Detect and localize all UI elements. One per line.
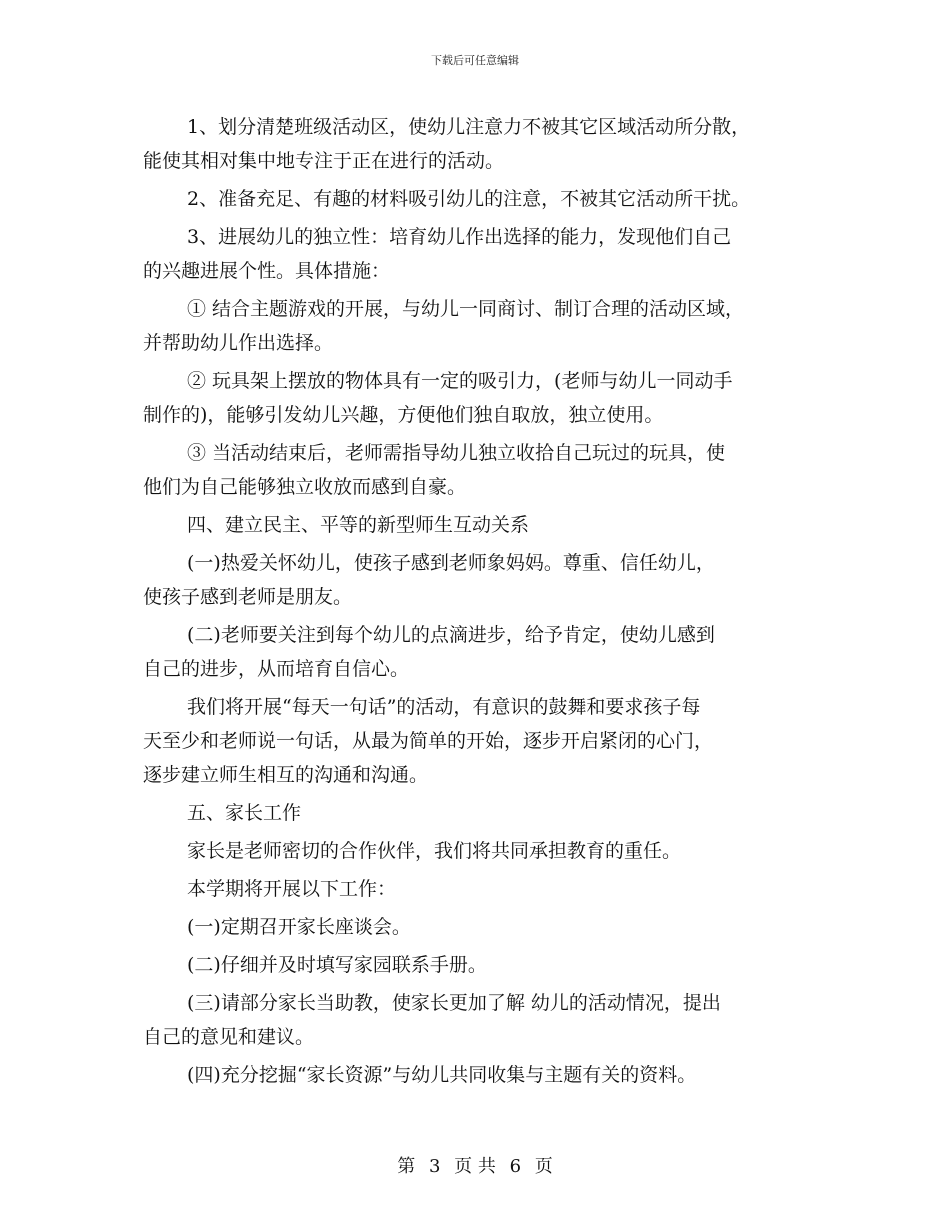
paragraph-line: 制作的)，能够引发幼儿兴趣，方便他们独自取放，独立使用。 — [143, 404, 664, 426]
paragraph-line: ② 玩具架上摆放的物体具有一定的吸引力，(老师与幼儿一同动手 — [187, 370, 733, 392]
paragraph-line: 并帮助幼儿作出选择。 — [143, 332, 334, 354]
paragraph — [143, 546, 823, 614]
paragraph-line: 使孩子感到老师是朋友。 — [143, 586, 353, 608]
paragraph — [143, 182, 823, 216]
paragraph-line: 1、划分清楚班级活动区，使幼儿注意力不被其它区域活动所分散， — [187, 116, 751, 138]
paragraph-line: 能使其相对集中地专注于正在进行的活动。 — [143, 150, 505, 172]
paragraph-line: (一)热爱关怀幼儿，使孩子感到老师象妈妈。尊重、信任幼儿， — [187, 552, 715, 574]
paragraph — [143, 872, 823, 906]
footer-current-page: 3 — [428, 1156, 441, 1177]
footer-total-pages: 6 — [509, 1156, 522, 1177]
page-header-note: 下载后可任意编辑 — [431, 54, 519, 67]
paragraph-line: 3、进展幼儿的独立性：培育幼儿作出选择的能力，发现他们自己 — [187, 226, 732, 248]
paragraph-line: 家长是老师密切的合作伙伴，我们将共同承担教育的重任。 — [187, 840, 682, 862]
paragraph — [143, 220, 823, 288]
paragraph — [143, 690, 823, 792]
paragraph — [143, 948, 823, 982]
footer-prefix: 第 — [397, 1156, 416, 1177]
paragraph-line: 本学期将开展以下工作： — [187, 878, 397, 900]
paragraph-line: (四)充分挖掘“家长资源”与幼儿共同收集与主题有关的资料。 — [187, 1064, 697, 1086]
paragraph — [143, 834, 823, 868]
paragraph-line: 自己的意见和建议。 — [143, 1026, 315, 1048]
paragraph — [143, 796, 823, 830]
footer-suffix: 页 — [534, 1156, 553, 1177]
paragraph — [143, 508, 823, 542]
footer-middle: 页 共 — [454, 1156, 496, 1177]
paragraph — [143, 1058, 823, 1092]
paragraph-line: 他们为自己能够独立收放而感到自豪。 — [143, 476, 467, 498]
paragraph-line: (二)老师要关注到每个幼儿的点滴进步，给予肯定，使幼儿感到 — [187, 624, 715, 646]
paragraph — [143, 986, 823, 1054]
paragraph-line: 逐步建立师生相互的沟通和沟通。 — [143, 764, 429, 786]
paragraph-line: 五、家长工作 — [187, 802, 302, 824]
paragraph-line: (三)请部分家长当助教，使家长更加了解 幼儿的活动情况，提出 — [187, 992, 721, 1014]
paragraph — [143, 910, 823, 944]
paragraph — [143, 292, 823, 360]
paragraph — [143, 436, 823, 504]
paragraph-line: 的兴趣进展个性。具体措施： — [143, 260, 391, 282]
paragraph-line: (一)定期召开家长座谈会。 — [187, 916, 411, 938]
paragraph-line: (二)仔细并及时填写家园联系手册。 — [187, 954, 487, 976]
paragraph — [143, 618, 823, 686]
paragraph-line: 四、建立民主、平等的新型师生互动关系 — [187, 514, 530, 536]
paragraph-line: 天至少和老师说一句话，从最为简单的开始，逐步开启紧闭的心门， — [143, 730, 714, 752]
paragraph-line: ① 结合主题游戏的开展，与幼儿一同商讨、制订合理的活动区域， — [187, 298, 745, 320]
paragraph — [143, 364, 823, 432]
paragraph-line: 自己的进步，从而培育自信心。 — [143, 658, 410, 680]
paragraph-line: 2、准备充足、有趣的材料吸引幼儿的注意，不被其它活动所干扰。 — [187, 188, 751, 210]
paragraph-line: ③ 当活动结束后，老师需指导幼儿独立收拾自己玩过的玩具，使 — [187, 442, 726, 464]
paragraph — [143, 110, 823, 178]
page-number-footer — [0, 1152, 950, 1178]
paragraph-line: 我们将开展“每天一句话”的活动，有意识的鼓舞和要求孩子每 — [187, 696, 701, 718]
document-body — [143, 110, 823, 1096]
